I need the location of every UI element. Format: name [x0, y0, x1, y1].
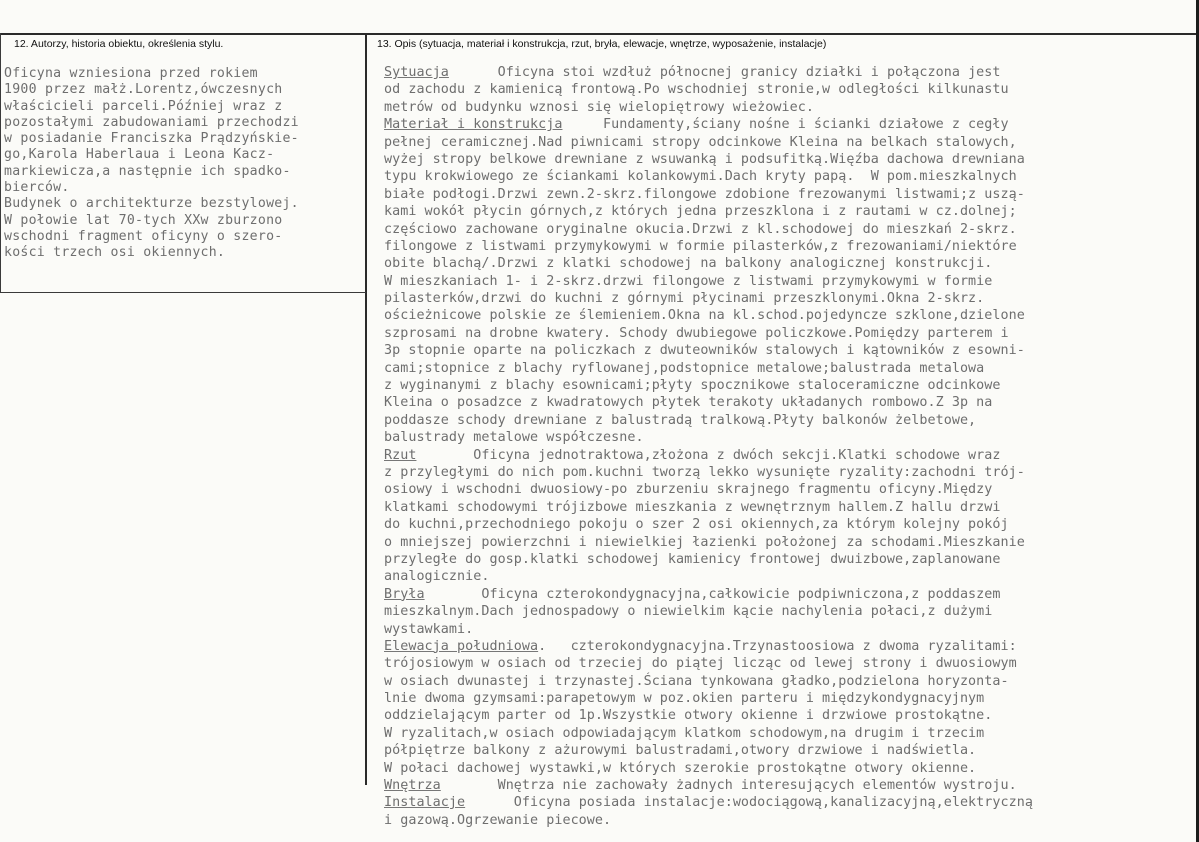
- text-line: [384, 273, 1033, 290]
- text-line: kości trzech osi okiennych.: [4, 245, 226, 261]
- text-line: bierców.: [4, 180, 70, 196]
- text-line: właścicieli parceli.Później wraz z: [4, 98, 283, 114]
- section-line: [384, 447, 1033, 464]
- text-line: 1900 przez małż.Lorentz,ówczesnych: [4, 82, 283, 98]
- text-line: [384, 603, 1033, 620]
- section-body: klatkami schodowymi trójizbowe mieszkania z wewnętrznym hallem.Z hallu drzwi: [384, 499, 1001, 515]
- section-body: Oficyna czterokondygnacyjna,całkowicie podpiwniczona,z poddaszem: [424, 586, 1001, 602]
- section-heading: Elewacja południowa: [384, 638, 539, 654]
- text-line: [384, 255, 1033, 272]
- text-line: [384, 342, 1033, 359]
- section-heading: Materiał i konstrukcja: [384, 117, 563, 133]
- text-line: [384, 760, 1033, 777]
- section-body: mieszkalnym.Dach jednospadowy o niewielkim kącie nachylenia połaci,z dużymi: [384, 604, 993, 620]
- text-line: [384, 464, 1033, 481]
- section-body: półpiętrze balkony z ażurowymi balustradami,otwory drzwiowe i nadświetla.: [384, 743, 977, 759]
- section-body: od zachodu z kamienicą frontową.Po wschodniej stronie,w odległości kilkunastu: [384, 82, 1009, 98]
- section-body: . czterokondygnacyjna.Trzynastoosiowa z dwoma ryzalitami:: [538, 638, 1017, 654]
- text-line: Oficyna wzniesiona przed rokiem: [4, 66, 258, 81]
- text-line: W połowie lat 70-tych XXw zburzono: [4, 212, 283, 228]
- section-body: metrów od budynku wznosi się wielopiętrowy wieżowiec.: [384, 99, 814, 115]
- text-line: [384, 290, 1033, 307]
- text-line: [384, 412, 1033, 429]
- section-body: poddasze schody drewniane z balustradą tralkową.Płyty balkonów żelbetowe,: [384, 412, 977, 428]
- description-text: [384, 64, 1033, 829]
- section-heading: Sytuacja: [384, 65, 449, 80]
- text-line: pozostałymi zabudowaniami przechodzi: [4, 114, 299, 130]
- section-body: Fundamenty,ściany nośne i ścianki działowe z cegły: [562, 117, 1009, 133]
- section-body: balustrady metalowe współczesne.: [384, 430, 644, 446]
- text-line: [384, 655, 1033, 672]
- section-body: lnie dwoma gzymsami:parapetowym w poz.okien parteru i międzykondygnacyjnym: [384, 691, 985, 707]
- section-body: wystawkami.: [384, 621, 474, 637]
- section-body: z przyległymi do nich pom.kuchni tworzą lekko wysunięte ryzality:zachodni trój-: [384, 464, 1025, 480]
- section-line: [384, 777, 1033, 794]
- text-line: [384, 186, 1033, 203]
- section-heading: Wnętrza: [384, 778, 441, 794]
- text-line: Budynek o architekturze bezstylowej.: [4, 196, 299, 212]
- column-divider: [365, 33, 367, 785]
- text-line: [384, 151, 1033, 168]
- section-body: Kleina o posadzce z kwadratowych płytek terakoty układanych rombowo.Z 3p na: [384, 395, 993, 411]
- section-body: szprosami na drobne kwatery. Schody dwubiegowe policzkowe.Pomiędzy parterem i: [384, 325, 1009, 341]
- text-line: [384, 516, 1033, 533]
- text-line: [384, 307, 1033, 324]
- section-body: cami;stopnice z blachy ryflowanej,podstopnice metalowe;balustrada metalowa: [384, 360, 985, 376]
- section-body: ościeżnicowe polskie ze ślemieniem.Okna na kl.schod.pojedyncze szklone,dzielone: [384, 308, 1025, 324]
- section-body: Oficyna stoi wzdłuż północnej granicy działki i połączona jest: [448, 65, 1001, 80]
- left-box-bottom-border: [0, 292, 366, 293]
- text-line: [384, 481, 1033, 498]
- text-line: [384, 499, 1033, 516]
- section-line: [384, 116, 1033, 133]
- section-body: Oficyna jednotraktowa,złożona z dwóch sekcji.Klatki schodowe wraz: [416, 447, 1001, 463]
- text-line: [384, 534, 1033, 551]
- section-body: W połaci dachowej wystawki,w których szerokie prostokątne otwory okienne.: [384, 760, 977, 776]
- section-body: pełnej ceramicznej.Nad piwnicami stropy odcinkowe Kleina na belkach stalowych,: [384, 134, 1017, 150]
- section-body: oddzielającym parter od 1p.Wszystkie otwory okienne i drzwiowe prostokątne.: [384, 708, 993, 724]
- section-body: częściowo zachowane oryginalne okucia.Drzwi z kl.schodowej do mieszkań 2-skrz.: [384, 221, 1017, 237]
- text-line: [384, 360, 1033, 377]
- text-line: [384, 621, 1033, 638]
- text-line: [384, 690, 1033, 707]
- authors-history-text: [4, 66, 299, 262]
- section-12-header: 12. Autorzy, historia obiektu, określenia stylu.: [14, 38, 224, 50]
- section-heading: Instalacje: [384, 795, 466, 811]
- section-13-header: 13. Opis (sytuacja, materiał i konstrukcja, rzut, bryła, elewacje, wnętrze, wyposażenie, instalacje): [377, 38, 827, 50]
- text-line: [384, 394, 1033, 411]
- text-line: markiewicza,a następnie ich spadko-: [4, 163, 291, 179]
- section-body: filongowe z listwami przymykowymi w formie pilasterków,z frezowaniami/niektóre: [384, 238, 1017, 254]
- section-heading: Bryła: [384, 586, 425, 602]
- section-line: [384, 586, 1033, 603]
- text-line: [384, 238, 1033, 255]
- text-line: [384, 168, 1033, 185]
- section-body: i gazową.Ogrzewanie piecowe.: [384, 812, 612, 828]
- left-box-border: [0, 33, 1, 293]
- section-body: analogicznie.: [384, 569, 490, 585]
- section-body: trójosiowym w osiach od trzeciej do piątej licząc od lewej strony i dwuosiowym: [384, 656, 1017, 672]
- section-body: 3p stopnie oparte na policzkach z dwuteowników stalowych i kątowników z esowni-: [384, 343, 1025, 359]
- section-line: [384, 64, 1033, 81]
- section-body: osiowy i wschodni dwuosiowy-po zburzeniu skrajnego fragmentu oficyny.Między: [384, 482, 993, 498]
- section-body: białe podłogi.Drzwi zewn.2-skrz.filongowe zdobione frezowanymi listwami;z uszą-: [384, 186, 1025, 202]
- text-line: w posiadanie Franciszka Prądzyńskie-: [4, 131, 299, 147]
- section-body: przyległe do gosp.klatki schodowej kamienicy frontowej dwuizbowe,zaplanowane: [384, 551, 1001, 567]
- text-line: go,Karola Haberlaua i Leona Kacz-: [4, 147, 275, 163]
- text-line: [384, 551, 1033, 568]
- section-body: W mieszkaniach 1- i 2-skrz.drzwi filongowe z listwami przymykowymi w formie: [384, 273, 993, 289]
- section-body: o mniejszej powierzchni i niewielkiej łazienki położonej za schodami.Mieszkanie: [384, 534, 1025, 550]
- section-body: obite blachą/.Drzwi z klatki schodowej na balkony analogicznej konstrukcji.: [384, 256, 993, 272]
- section-body: pilasterków,drzwi do kuchni z górnymi płycinami przeszklonymi.Okna 2-skrz.: [384, 291, 985, 307]
- text-line: [384, 99, 1033, 116]
- text-line: [384, 221, 1033, 238]
- section-body: Oficyna posiada instalacje:wodociągową,kanalizacyjną,elektryczną: [465, 795, 1033, 811]
- text-line: [384, 742, 1033, 759]
- text-line: [384, 568, 1033, 585]
- text-line: [384, 325, 1033, 342]
- section-body: W ryzalitach,w osiach odpowiadającym klatkom schodowym,na drugim i trzecim: [384, 725, 985, 741]
- text-line: [384, 707, 1033, 724]
- text-line: [384, 81, 1033, 98]
- text-line: [384, 812, 1033, 829]
- section-heading: Rzut: [384, 447, 417, 463]
- text-line: [384, 377, 1033, 394]
- text-line: [384, 725, 1033, 742]
- header-rule: [0, 33, 1199, 35]
- text-line: wschodni fragment oficyny o szero-: [4, 228, 283, 244]
- section-body: typu krokwiowego ze ściankami kolankowymi.Dach kryty papą. W pom.mieszkalnych: [384, 169, 1017, 185]
- section-body: Wnętrza nie zachowały żadnych interesujących elementów wystroju.: [440, 778, 1017, 794]
- section-body: do kuchni,przechodniego pokoju o szer 2 osi okiennych,za którym kolejny pokój: [384, 517, 1009, 533]
- section-body: w osiach dwunastej i trzynastej.Ściana tynkowana gładko,podzielona horyzonta-: [384, 673, 1009, 689]
- section-body: z wyginanymi z blachy esownicami;płyty spocznikowe staloceramiczne odcinkowe: [384, 378, 1001, 394]
- text-line: [384, 203, 1033, 220]
- text-line: [384, 673, 1033, 690]
- text-line: [384, 134, 1033, 151]
- section-line: [384, 638, 1033, 655]
- text-line: [384, 429, 1033, 446]
- section-line: [384, 794, 1033, 811]
- section-body: kami wokół płycin górnych,z których jedna przeszklona i z rautami w cz.dolnej;: [384, 204, 1017, 220]
- section-body: wyżej stropy belkowe drewniane z wsuwanką i podsufitką.Więźba dachowa drewniana: [384, 151, 1025, 167]
